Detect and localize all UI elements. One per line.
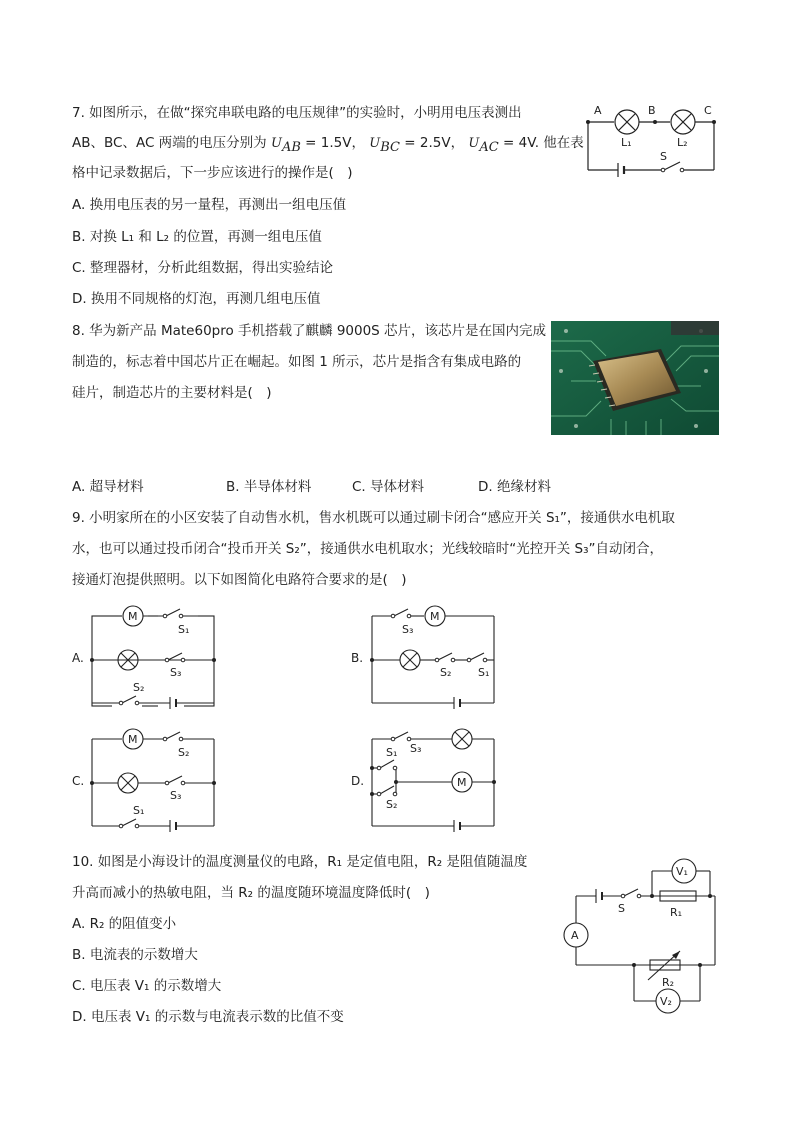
q7-ubc-symbol: U — [369, 136, 381, 151]
q7-uab-value: = 1.5V — [300, 135, 352, 151]
q10-option-b[interactable]: B. 电流表的示数增大 — [72, 947, 198, 963]
q10-v2-label: V₂ — [660, 995, 672, 1008]
q7-circuit-figure — [580, 100, 720, 180]
q9-circuit-b-letter[interactable]: B. — [351, 651, 364, 665]
q9-c-switch-bot: S₁ — [133, 804, 145, 817]
q7-ubc-value: = 2.5V — [400, 135, 451, 151]
q9-circuit-c-letter[interactable]: C. — [72, 774, 85, 788]
q9-b-switch-top: S₃ — [402, 623, 414, 636]
q8-stem-line2: 制造的，标志着中国芯片正在崛起。如图 1 所示，芯片是指含有集成电路的 — [72, 354, 522, 370]
q7-stem-line2-suffix: . 他在表 — [534, 135, 584, 151]
q7-ubc-subscript: BC — [380, 139, 401, 155]
q7-uac-symbol: U — [468, 136, 480, 151]
q10-option-c[interactable]: C. 电压表 V₁ 的示数增大 — [72, 978, 222, 994]
q9-d-switch-s2: S₂ — [386, 798, 398, 811]
q10-v1-label: V₁ — [676, 865, 688, 878]
q9-a-switch-bot: S₂ — [133, 681, 145, 694]
q7-option-d[interactable]: D. 换用不同规格的灯泡，再测几组电压值 — [72, 291, 321, 307]
q7-option-b[interactable]: B. 对换 L₁ 和 L₂ 的位置，再测一组电压值 — [72, 229, 322, 245]
q10-r2-label: R₂ — [662, 976, 675, 989]
q10-option-a[interactable]: A. R₂ 的阻值变小 — [72, 916, 177, 932]
q7-stem-line2-prefix: AB、BC、AC 两端的电压分别为 — [72, 135, 267, 151]
q10-stem-line1: 10. 如图是小海设计的温度测量仪的电路，R₁ 是定值电阻，R₂ 是阻值随温度 — [72, 854, 528, 870]
q10-r1-label: R₁ — [670, 906, 683, 919]
q7-stem-line1: 7. 如图所示，在做“探究串联电路的电压规律”的实验时，小明用电压表测出 — [72, 105, 522, 121]
q7-label-b: B — [648, 104, 656, 117]
q10-switch-label: S — [618, 902, 625, 915]
q9-a-switch-top: S₁ — [178, 623, 190, 636]
q7-label-c: C — [704, 104, 712, 117]
q10-circuit-figure — [560, 855, 720, 1020]
q9-c-motor-label: M — [128, 733, 138, 746]
q9-b-switch-mid2: S₁ — [478, 666, 490, 679]
q8-stem-line1: 8. 华为新产品 Mate60pro 手机搭载了麒麟 9000S 芯片，该芯片是在国内完成 — [72, 323, 547, 339]
q9-circuit-c[interactable] — [88, 726, 223, 836]
q9-d-switch-s3: S₃ — [410, 742, 422, 755]
q9-c-switch-top: S₂ — [178, 746, 190, 759]
q8-option-d[interactable]: D. 绝缘材料 — [478, 479, 551, 495]
q9-stem-line3: 接通灯泡提供照明。以下如图简化电路符合要求的是( ) — [72, 572, 407, 588]
q9-stem-line1: 9. 小明家所在的小区安装了自动售水机，售水机既可以通过刷卡闭合“感应开关 S₁”，接通供水电机取 — [72, 510, 675, 526]
q9-circuit-b[interactable] — [368, 603, 503, 713]
q7-option-a[interactable]: A. 换用电压表的另一量程，再测出一组电压值 — [72, 197, 347, 213]
q9-circuit-d[interactable] — [368, 726, 503, 836]
q8-option-c[interactable]: C. 导体材料 — [352, 479, 425, 495]
q7-label-s: S — [660, 150, 667, 163]
q8-option-a[interactable]: A. 超导材料 — [72, 479, 144, 495]
q7-stem-line3: 格中记录数据后，下一步应该进行的操作是( ) — [72, 165, 353, 181]
q7-label-a: A — [594, 104, 602, 117]
q7-uab-symbol: U — [270, 136, 282, 151]
q10-option-d[interactable]: D. 电压表 V₁ 的示数与电流表示数的比值不变 — [72, 1009, 344, 1025]
q9-b-motor-label: M — [430, 610, 440, 623]
q9-circuit-a[interactable] — [88, 603, 223, 713]
q10-ammeter-label: A — [571, 929, 579, 942]
q9-a-motor-label: M — [128, 610, 138, 623]
q7-stem-line2: AB、BC、AC 两端的电压分别为 $U_{AB} = 1.5V$， $U_{BC} = 2.5V$， $U_{AC} = 4V$. 他在表 — [72, 135, 584, 155]
q9-circuit-d-letter[interactable]: D. — [351, 774, 365, 788]
q7-uab-subscript: AB — [281, 139, 301, 155]
q8-option-b[interactable]: B. 半导体材料 — [226, 479, 312, 495]
q7-label-l2: L₂ — [677, 136, 688, 149]
q7-label-l1: L₁ — [621, 136, 632, 149]
chip-photo — [551, 321, 719, 435]
q9-b-switch-mid1: S₂ — [440, 666, 452, 679]
q8-stem-line3: 硅片，制造芯片的主要材料是( ) — [72, 385, 272, 401]
q9-c-switch-mid: S₃ — [170, 789, 182, 802]
q10-stem-line2: 升高而减小的热敏电阻，当 R₂ 的温度随环境温度降低时( ) — [72, 885, 430, 901]
q9-d-switch-s1: S₁ — [386, 746, 398, 759]
q7-uac-value: = 4V — [498, 135, 535, 151]
q9-d-motor-label: M — [457, 776, 467, 789]
q7-option-c[interactable]: C. 整理器材，分析此组数据，得出实验结论 — [72, 260, 334, 276]
q9-a-switch-mid: S₃ — [170, 666, 182, 679]
q9-stem-line2: 水，也可以通过投币闭合“投币开关 S₂”，接通供水电机取水；光线较暗时“光控开关 S₃”自动闭合， — [72, 541, 664, 557]
q7-uac-subscript: AC — [479, 139, 499, 155]
q9-circuit-a-letter[interactable]: A. — [72, 651, 84, 665]
